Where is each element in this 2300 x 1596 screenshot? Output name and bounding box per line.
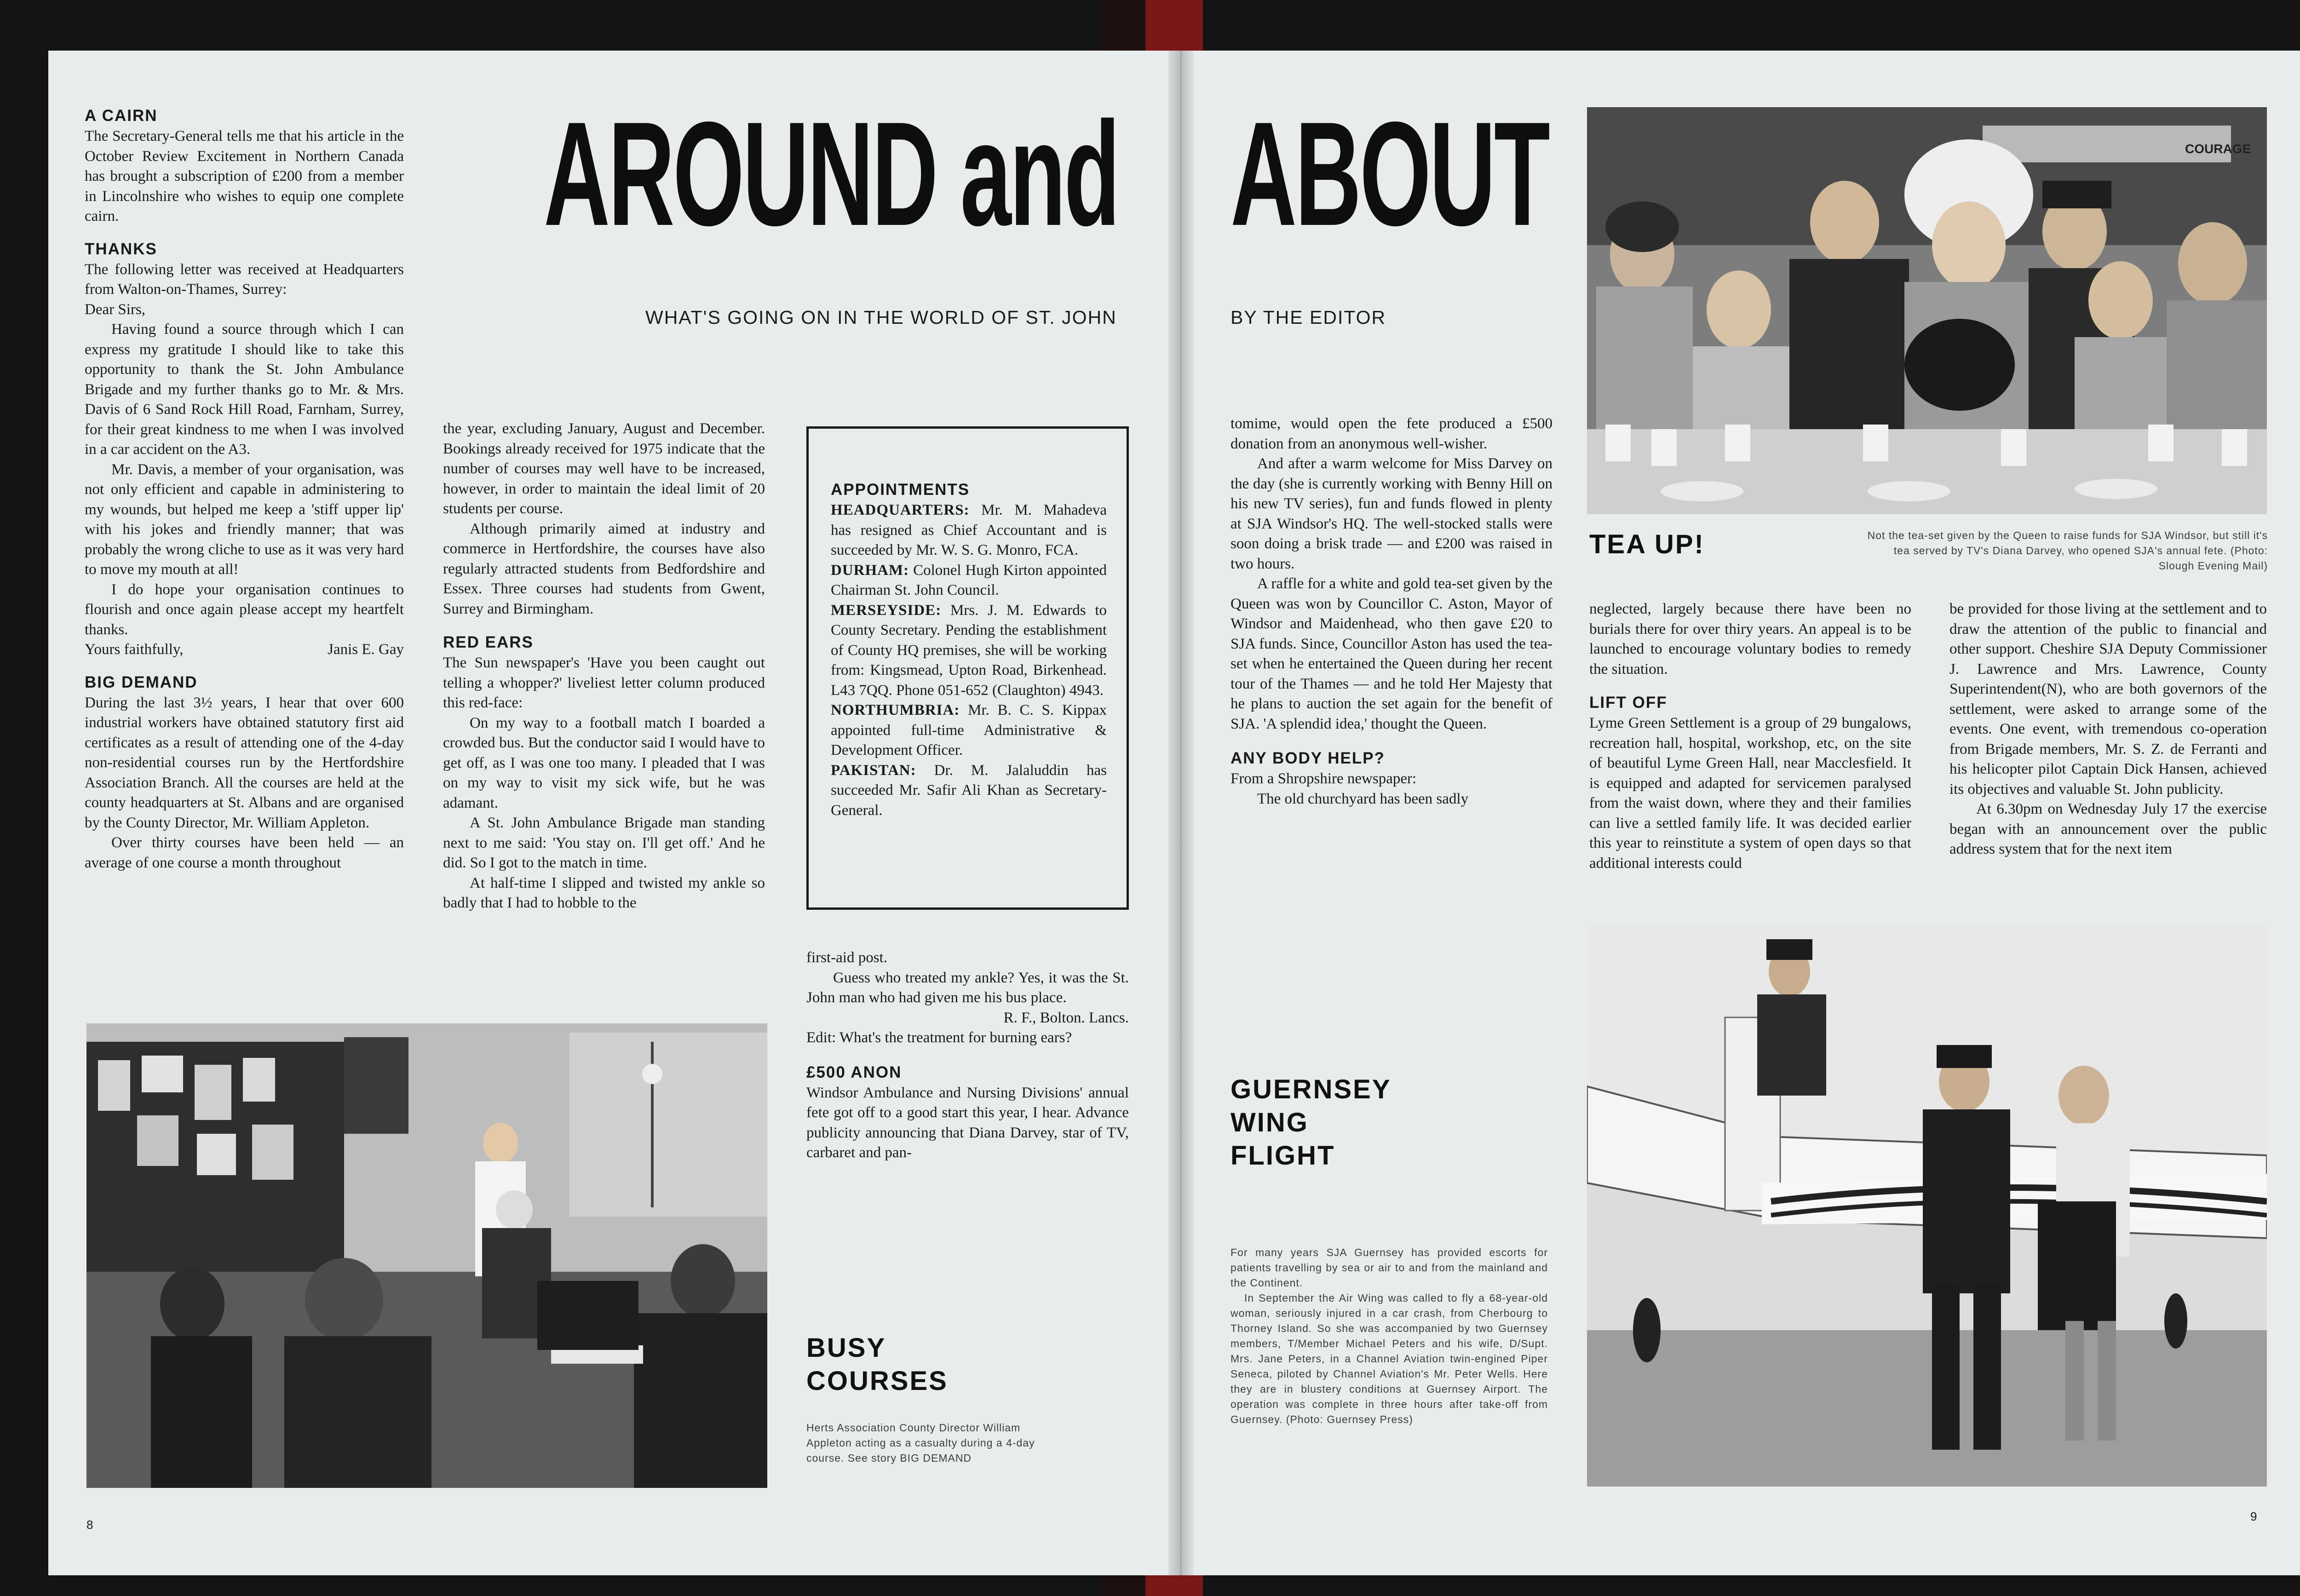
guernsey-caption: For many years SJA Guernsey has provided escorts for patients travelling by sea or air to and from the mainland and the Continent. In September the Air Wing was called to fly a 68-year-old woman, seriously injured in a car crash, from Cherbourg to Thorney Island. So she was accompanied by two Guernsey members, T/Member Michael Peters and his wife, D/Supt. Mrs. Jane Peters, in a Channel Aviation twin-engined Piper Seneca, piloted by Channel Aviation's Mr. Peter Wells. Here they are in blustery conditions at Guernsey Airport. The operation was complete in three hours after take-off from Guernsey. (Photo: Guernsey Press) <box>1230 1246 1548 1425</box>
lift-off-paragraph: Lyme Green Settlement is a group of 29 bungalows, recreation hall, hospital, workshop, etc, on the site of beautiful Lyme Green Hall, near Macclesfield. It is equipped and adapted for servicemen paralysed from the waist down, where they and their families can live a settled family life. It was decided earlier this year to reinstitute a system of open days so that additional interests could <box>1589 715 1911 872</box>
thanks-intro: The following letter was received at Headquarters from Walton-on-Thames, Surrey: <box>85 261 404 298</box>
red-ears-continued: first-aid post. <box>806 949 887 966</box>
aircraft-illustration <box>1587 925 2267 1487</box>
thanks-paragraph-2: Mr. Davis, a member of your organisation, was not only efficient and capable in administering to my wounds, but helped me keep a 'stiff upper lip' with his jokes and friendly manner; that was probably the wrong cliche to use as it was very hard to move my mouth at all! <box>85 461 404 578</box>
thanks-signature: Janis E. Gay <box>328 641 404 658</box>
red-ears-editor-note: Edit: What's the treatment for burning ears? <box>806 1029 1072 1046</box>
lift-off-heading: LIFT OFF <box>1589 694 1668 712</box>
tea-up-caption: Not the tea-set given by the Queen to raise funds for SJA Windsor, but still it's tea served by TV's Diana Darvey, who opened SJA's annual fete. (Photo: Slough Evening Mail) <box>1867 529 2268 572</box>
appointments-body <box>831 479 1107 821</box>
headline-left: AROUND and <box>544 92 1119 257</box>
page-gutter <box>1168 51 1194 1575</box>
subhead-right: BY THE EDITOR <box>1230 307 1386 328</box>
subhead-left: WHAT'S GOING ON IN THE WORLD OF ST. JOHN <box>645 307 1117 328</box>
appointment-item: MERSEYSIDE: Mrs. J. M. Edwards to County Secretary. Pending the establishment of County HQ premises, she will be working from: Kingsmead, Upton Road, Birkenhead. L43 7QQ. Phone 051-652 (Claughton) 4943. <box>831 602 1107 699</box>
appointment-item: DURHAM: Colonel Hugh Kirton appointed Chairman St. John Council. <box>831 562 1107 598</box>
guernsey-heading: GUERNSEY WING FLIGHT <box>1230 1074 1392 1171</box>
lift-off-paragraph-2: At 6.30pm on Wednesday July 17 the exercise began with an announcement over the public address system that for the next item <box>1949 801 2267 857</box>
any-body-help-intro: From a Shropshire newspaper: <box>1230 770 1417 787</box>
busy-courses-caption: Herts Association County Director William Appleton acting as a casualty during a 4-day course. See story BIG DEMAND <box>806 1422 1035 1464</box>
thanks-signoff <box>85 640 404 660</box>
right-column-1 <box>1230 414 1552 809</box>
red-ears-paragraph-5: Guess who treated my ankle? Yes, it was the St. John man who had given me his bus place. <box>806 969 1129 1006</box>
left-column-2 <box>443 419 765 913</box>
photo-sign-text: COURAGE <box>2185 142 2251 156</box>
page-number-left: 8 <box>86 1518 93 1532</box>
headline-right: ABOUT <box>1230 92 1549 257</box>
appointment-item: HEADQUARTERS: Mr. M. Mahadeva has resigned as Chief Accountant and is succeeded by Mr. W. S. G. Monro, FCA. <box>831 502 1107 558</box>
any-body-help-text: The old churchyard has been sadly <box>1257 790 1469 807</box>
anon-continued: tomime, would open the fete produced a £500 donation from an anonymous well-wisher. <box>1230 415 1552 452</box>
right-column-2 <box>1589 599 1911 873</box>
thanks-salutation: Dear Sirs, <box>85 301 145 318</box>
spine-top <box>1102 0 1203 52</box>
courses-paragraph-2: Although primarily aimed at industry and commerce in Hertfordshire, the courses have also regularly attracted students from Bedfordshire and Essex. Three courses had students from Gwent, Surrey and Birmingham. <box>443 520 765 617</box>
red-ears-paragraph-4: At half-time I slipped and twisted my ankle so badly that I had to hobble to the <box>443 874 765 911</box>
busy-courses-photo <box>86 1023 767 1488</box>
red-ears-heading: RED EARS <box>443 633 534 651</box>
appointment-item: NORTHUMBRIA: Mr. B. C. S. Kippax appointed full-time Administrative & Development Officer. <box>831 702 1107 758</box>
right-column-3 <box>1949 599 2267 860</box>
busy-courses-heading: BUSY COURSES <box>806 1333 948 1396</box>
any-body-help-heading: ANY BODY HELP? <box>1230 749 1385 767</box>
left-column-1 <box>85 105 404 873</box>
anon-paragraph-2: And after a warm welcome for Miss Darvey on the day (she is currently working with Benny Hill on his new TV series), fun and funds flowed in plenty at SJA Windsor's HQ. The well-stocked stalls were soon doing a brisk trade — and £200 was raised in two hours. <box>1230 455 1552 572</box>
anon-paragraph-3: A raffle for a white and gold tea-set given by the Queen was won by Councillor C. Aston, Mayor of Windsor and Maidenhead, who then gave £20 to SJA funds. Since, Councillor Aston has used the tea-set when he entertained the Queen during her recent tour of the Thames — and he told Her Majesty that he plans to auction the set again for the benefit of SJA. 'A splendid idea,' thought the Queen. <box>1230 575 1552 732</box>
red-ears-signature: R. F., Bolton. Lancs. <box>1003 1009 1129 1026</box>
red-ears-paragraph-1: The Sun newspaper's 'Have you been caught out telling a whopper?' liveliest letter column produced this red-face: <box>443 654 765 711</box>
appointments-heading: APPOINTMENTS <box>831 481 970 499</box>
appointment-item: PAKISTAN: Dr. M. Jalaluddin has succeeded Mr. Safir Ali Khan as Secretary-General. <box>831 762 1107 819</box>
guernsey-wing-photo <box>1587 925 2267 1487</box>
thanks-paragraph-1: Having found a source through which I can express my gratitude I should like to take this opportunity to thank the St. John Ambulance Brigade and my further thanks go to Mr. & Mrs. Davis of 6 Sand Rock Hill Road, Farnham, Surrey, for their great kindness to me when I was involved in a car accident on the A3. <box>85 321 404 458</box>
big-demand-paragraph-2: Over thirty courses have been held — an average of one course a month throughout <box>85 834 404 871</box>
any-body-help-continued: neglected, largely because there have been no burials there for over thiry years. An appeal is to be launched to encourage voluntary bodies to remedy the situation. <box>1589 601 1911 677</box>
tea-service-illustration <box>1587 107 2267 514</box>
thanks-paragraph-3: I do hope your organisation continues to flourish and once again please accept my heartfelt thanks. <box>85 581 404 638</box>
tea-up-heading: TEA UP! <box>1589 529 1705 559</box>
lift-off-continued: be provided for those living at the settlement and to draw the attention of the public to financial and other support. Cheshire SJA Deputy Commissioner J. Lawrence and Mrs. Lawrence, County Superintendent(N), who are both governors of the settlement, were asked to arrange some of the events. One event, with tremendous co-operation from Brigade members, Mr. S. Z. de Ferranti and his helicopter pilot Captain Dick Hansen, achieved its objectives and valuable St. John publicity. <box>1949 601 2267 798</box>
thanks-heading: THANKS <box>85 240 157 258</box>
big-demand-paragraph-1: During the last 3½ years, I hear that over 600 industrial workers have obtained statutory first aid certificates as a result of attending one of the 4-day non-residential courses run by the Hertfordshire Association Branch. All the courses are held at the county headquarters at St. Albans and are organised by the County Director, Mr. William Appleton. <box>85 694 404 831</box>
big-demand-heading: BIG DEMAND <box>85 673 198 691</box>
cairn-heading: A CAIRN <box>85 107 158 125</box>
tea-up-photo <box>1587 107 2267 514</box>
anon-heading: £500 ANON <box>806 1063 902 1081</box>
left-column-3 <box>806 948 1129 1163</box>
page-number-right: 9 <box>2250 1510 2257 1523</box>
red-ears-paragraph-2: On my way to a football match I boarded a crowded bus. But the conductor said I would have to get off, as I was one too many. I pleaded that I was on my way to visit my sick wife, but he was adamant. <box>443 714 765 811</box>
red-ears-paragraph-3: A St. John Ambulance Brigade man standing next to me said: 'You stay on. I'll get off.' And he did. So I got to the match in time. <box>443 815 765 871</box>
thanks-close: Yours faithfully, <box>85 641 184 658</box>
anon-paragraph: Windsor Ambulance and Nursing Divisions' annual fete got off to a good start this year, I hear. Advance publicity announcing that Diana Darvey, star of TV, carbaret and pan- <box>806 1084 1129 1161</box>
classroom-illustration <box>86 1023 767 1488</box>
spine-bottom <box>1102 1575 1203 1596</box>
appointments-box <box>806 426 1129 910</box>
cairn-text: The Secretary-General tells me that his article in the October Review Excitement in Northern Canada has brought a subscription of £200 from a member in Lincolnshire who wishes to equip one complete cairn. <box>85 128 404 224</box>
courses-paragraph-1: the year, excluding January, August and December. Bookings already received for 1975 indicate that the number of courses may well have to be increased, however, in order to maintain the ideal limit of 20 students per course. <box>443 420 765 517</box>
